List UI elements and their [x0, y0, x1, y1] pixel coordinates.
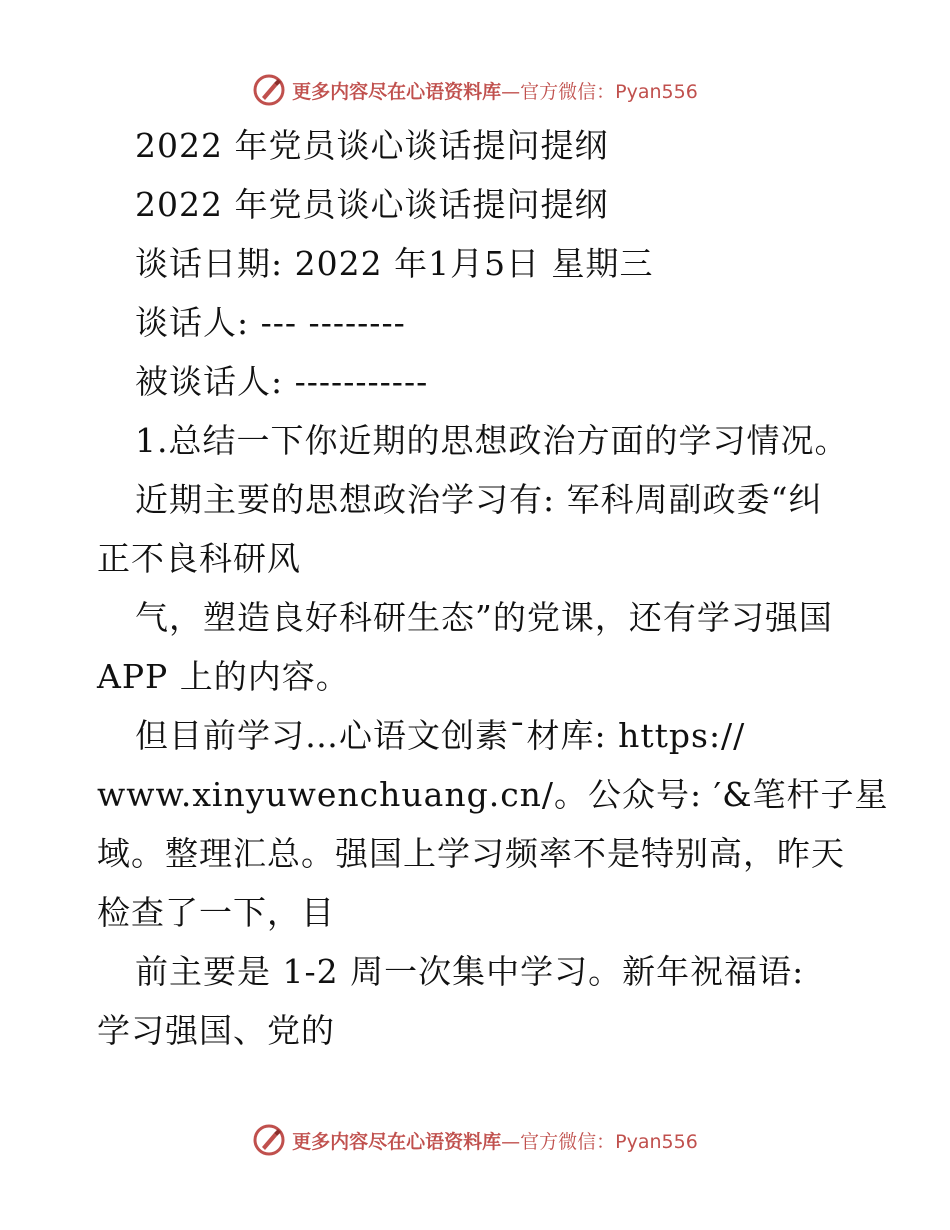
- question-1: 1.总结一下你近期的思想政治方面的学习情况。: [135, 421, 849, 460]
- paragraph-line: 检查了一下，目: [97, 893, 335, 932]
- watermark-brand: 更多内容尽在心语资料库: [292, 1130, 502, 1153]
- watermark-brand: 更多内容尽在心语资料库: [292, 80, 502, 103]
- paragraph-line: 学习强国、党的: [97, 1011, 335, 1050]
- pen-circle-logo-icon: [252, 1123, 286, 1157]
- document-body: [97, 116, 889, 1060]
- document-title-repeat: 2022 年党员谈心谈话提问提纲: [135, 185, 609, 224]
- watermark-wechat: —官方微信：Pyan556: [501, 80, 698, 103]
- paragraph-line: 域。整理汇总。强国上学习频率不是特别高，昨天: [97, 834, 845, 873]
- paragraph-line: www.xinyuwenchuang.cn/。公众号: ′&笔杆子星: [97, 775, 889, 814]
- watermark-wechat: —官方微信：Pyan556: [501, 1130, 698, 1153]
- paragraph-line: 近期主要的思想政治学习有: 军科周副政委“纠: [135, 480, 823, 519]
- interviewer: 谈话人: --- --------: [135, 303, 406, 342]
- paragraph-line: 气，塑造良好科研生态”的党课，还有学习强国: [135, 598, 833, 637]
- interview-date: 谈话日期: 2022 年1月5日 星期三: [135, 244, 654, 283]
- header-watermark-banner: [0, 70, 950, 110]
- pen-circle-logo-icon: [252, 73, 286, 107]
- watermark-text: [292, 77, 698, 104]
- footer-watermark-banner: [0, 1120, 950, 1160]
- interviewee: 被谈话人: -----------: [135, 362, 429, 401]
- paragraph-line: 正不良科研风: [97, 539, 301, 578]
- watermark-text: [292, 1127, 698, 1154]
- paragraph-line: APP 上的内容。: [97, 657, 350, 696]
- paragraph-line: 前主要是 1-2 周一次集中学习。新年祝福语:: [135, 952, 805, 991]
- paragraph-line: 但目前学习…心语文创素¯材库: https://: [135, 716, 746, 755]
- document-title: 2022 年党员谈心谈话提问提纲: [135, 126, 609, 165]
